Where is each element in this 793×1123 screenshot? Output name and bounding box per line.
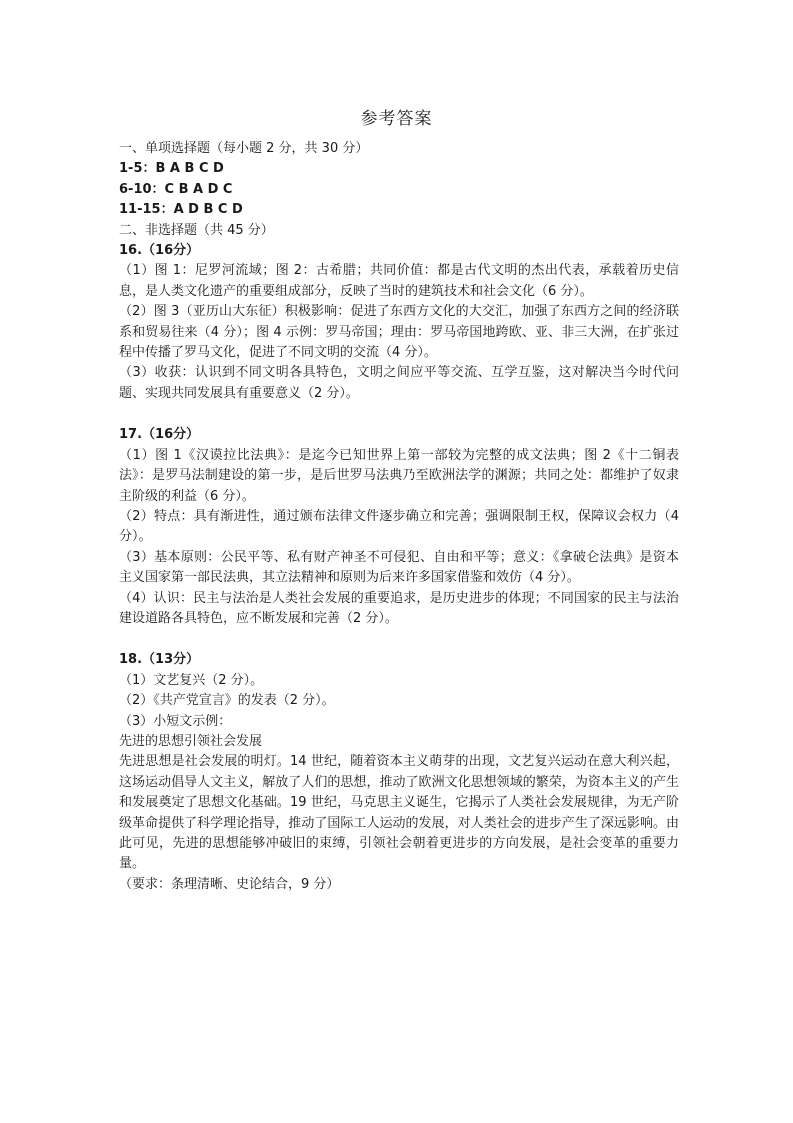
- section1-heading: 一、单项选择题（每小题 2 分，共 30 分）: [119, 141, 369, 156]
- q17-label: 17.（16分）: [119, 427, 200, 443]
- q18-part1: （1）文艺复兴（2 分）。: [119, 672, 264, 688]
- q18-label: 18.（13分）: [119, 652, 200, 668]
- answer-content: [119, 139, 679, 895]
- spacer: [119, 629, 679, 650]
- essay-body: 先进思想是社会发展的明灯。14 世纪，随着资本主义萌芽的出现，文艺复兴运动在意大利兴起，这场运动倡导人文主义，解放了人们的思想，推动了欧洲文化思想领域的繁荣，为资本主义的产生和发展奠定了思想文化基础。19 世纪，马克思主义诞生，它揭示了人类社会发展规律，为无产阶级革命提供了科学理论指导，推动了国际工人运动的发展，对人类社会的进步产生了深远影响。由此可见，先进的思想能够冲破旧的束缚，引领社会朝着更进步的方向发展，是社会变革的重要力量。: [119, 754, 679, 872]
- q16-part1: （1）图 1：尼罗河流域；图 2：古希腊；共同价值：都是古代文明的杰出代表，承载着历史信息，是人类文化遗产的重要组成部分，反映了当时的建筑技术和社会文化（6 分）。: [119, 263, 679, 299]
- q16-part3: （3）收获：认识到不同文明各具特色，文明之间应平等交流、互学互鉴，这对解决当今时代问题、实现共同发展具有重要意义（2 分）。: [119, 365, 679, 401]
- q18-part2: （2）《共产党宣言》的发表（2 分）。: [119, 693, 335, 709]
- section2-heading: 二、非选择题（共 45 分）: [119, 222, 274, 238]
- q17-part4: （4）认识：民主与法治是人类社会发展的重要追求，是历史进步的体现；不同国家的民主与法治建设道路各具特色，应不断发展和完善（2 分）。: [119, 590, 679, 626]
- q16-label: 16.（16分）: [119, 243, 200, 259]
- essay-title: 先进的思想引领社会发展: [119, 733, 263, 749]
- mc-answers-1-5: 1-5：B A B C D: [119, 161, 224, 177]
- q17-part1: （1）图 1《汉谟拉比法典》：是迄今已知世界上第一部较为完整的成文法典；图 2《十二铜表法》：是罗马法制建设的第一步，是后世罗马法典乃至欧洲法学的渊源；共同之处：都维护了奴隶主阶级的利益（6 分）。: [119, 447, 679, 504]
- q17-part3: （3）基本原则：公民平等、私有财产神圣不可侵犯、自由和平等；意义：《拿破仑法典》是资本主义国家第一部民法典，其立法精神和原则为后来许多国家借鉴和效仿（4 分）。: [119, 549, 679, 586]
- essay-requirement: （要求：条理清晰、史论结合，9 分）: [119, 876, 340, 892]
- q18-part3: （3）小短文示例：: [119, 713, 232, 729]
- mc-answers-6-10: 6-10：C B A D C: [119, 181, 233, 197]
- mc-answers-11-15: 11-15：A D B C D: [119, 202, 243, 218]
- page-title: 参考答案: [360, 109, 433, 129]
- q17-part2: （2）特点：具有渐进性，通过颁布法律文件逐步确立和完善；强调限制王权，保障议会权力（4 分）。: [119, 508, 679, 545]
- q16-part2: （2）图 3（亚历山大东征）积极影响：促进了东西方文化的大交汇，加强了东西方之间的经济联系和贸易往来（4 分）；图 4 示例：罗马帝国；理由：罗马帝国地跨欧、亚、非三大洲，在扩张过程中传播了罗马文化，促进了不同文明的交流（4 分）。: [119, 304, 679, 361]
- spacer: [119, 404, 679, 425]
